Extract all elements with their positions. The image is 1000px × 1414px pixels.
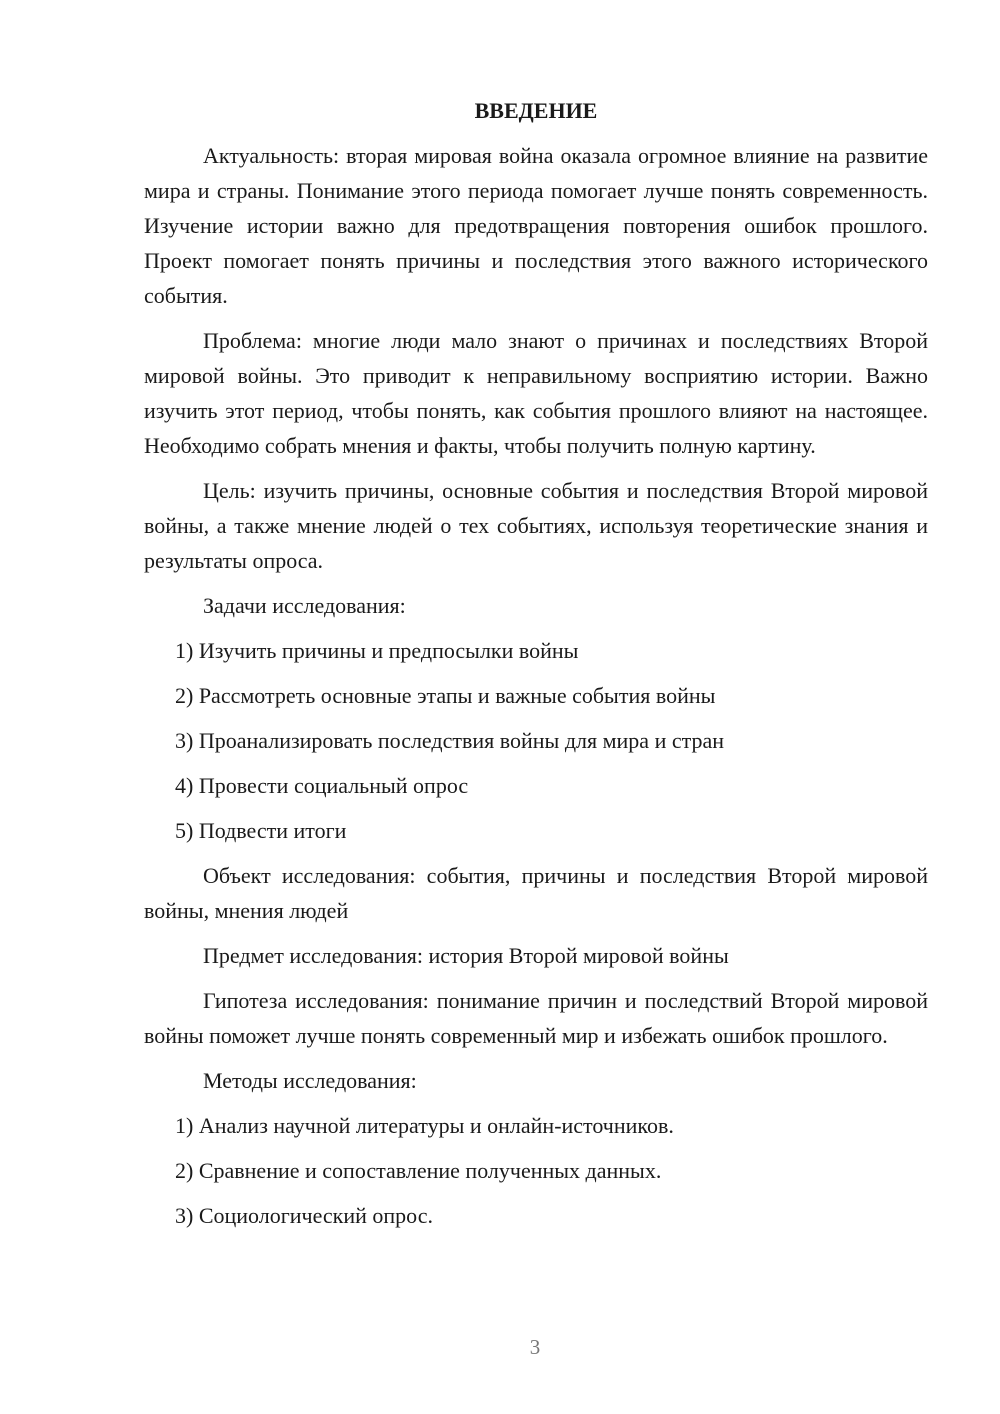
list-item: 1) Анализ научной литературы и онлайн-источников. [175, 1113, 674, 1138]
relevance-paragraph: Актуальность: вторая мировая война оказала огромное влияние на развитие мира и страны. Понимание этого периода помогает лучше понять современность. Изучение истории важно для предотвращения повторения ошибок прошлого. Проект помогает понять причины и последствия этого важного исторического события. [144, 143, 928, 308]
tasks-list [144, 633, 928, 848]
subject-paragraph: Предмет исследования: история Второй мировой войны [203, 943, 729, 968]
problem-paragraph: Проблема: многие люди мало знают о причинах и последствиях Второй мировой войны. Это приводит к неправильному восприятию истории. Важно изучить этот период, чтобы понять, как события прошлого влияют на настоящее. Необходимо собрать мнения и факты, чтобы получить полную картину. [144, 328, 928, 458]
methods-list [144, 1108, 928, 1233]
goal-paragraph: Цель: изучить причины, основные события и последствия Второй мировой войны, а также мнение людей о тех событиях, используя теоретические знания и результаты опроса. [144, 478, 928, 573]
list-item: 1) Изучить причины и предпосылки войны [175, 638, 579, 663]
hypothesis-paragraph: Гипотеза исследования: понимание причин и последствий Второй мировой войны поможет лучше понять современный мир и избежать ошибок прошлого. [144, 988, 928, 1048]
list-item: 2) Рассмотреть основные этапы и важные события войны [175, 683, 716, 708]
object-paragraph: Объект исследования: события, причины и последствия Второй мировой войны, мнения людей [144, 863, 928, 923]
list-item: 2) Сравнение и сопоставление полученных данных. [175, 1158, 662, 1183]
page-number: 3 [529, 1335, 541, 1359]
page-title: ВВЕДЕНИЕ [474, 98, 598, 123]
list-item: 5) Подвести итоги [175, 818, 347, 843]
list-item: 3) Социологический опрос. [175, 1203, 433, 1228]
page-content [144, 96, 928, 1243]
list-item: 4) Провести социальный опрос [175, 773, 469, 798]
list-item: 3) Проанализировать последствия войны для мира и стран [175, 728, 725, 753]
methods-label: Методы исследования: [203, 1068, 417, 1093]
tasks-label: Задачи исследования: [203, 593, 406, 618]
